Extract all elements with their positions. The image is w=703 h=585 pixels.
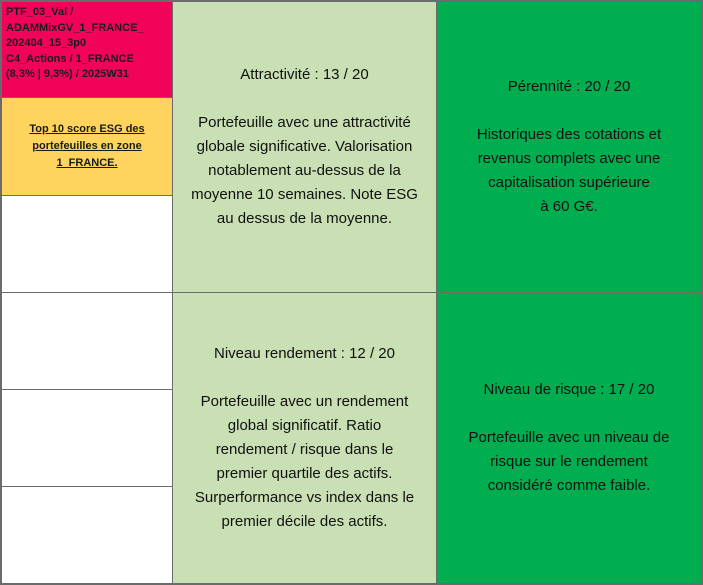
rendement-title: Niveau rendement : 12 / 20 (214, 345, 395, 362)
portfolio-title-line: (8,3% | 9,3%) / 2025W31 (6, 68, 129, 81)
portfolio-title-line: ADAMMixGV_1_FRANCE_ (6, 21, 144, 34)
portfolio-title-line: 202404_15_3p0 (6, 37, 87, 50)
rendement-text: Portefeuille avec un rendement global significatif. Ratio rendement / risque dans le premier quartile des actifs. Surperformance vs index dans le premier décile des actifs. (194, 393, 415, 530)
perennite-title: Pérennité : 20 / 20 (507, 78, 631, 95)
attractivite-text: Portefeuille avec une attractivité globale significative. Valorisation notablement au-dessus de la moyenne 10 semaines. Note ESG au dessus de la moyenne. (191, 114, 418, 227)
blank-cell (1, 389, 173, 487)
portfolio-title-cell (1, 1, 173, 98)
portfolio-title-line: PTF_03_Val / (6, 6, 74, 18)
esg-note-text: Top 10 score ESG des portefeuilles en zone 1_FRANCE. (29, 123, 145, 169)
blank-cell (1, 486, 173, 584)
attractivite-cell (172, 1, 437, 293)
attractivite-title: Attractivité : 13 / 20 (240, 66, 369, 83)
portfolio-title-line: C4_Actions / 1_FRANCE (6, 52, 134, 65)
risque-cell (436, 292, 702, 584)
risque-title: Niveau de risque : 17 / 20 (483, 381, 655, 398)
rendement-cell (172, 292, 437, 584)
blank-cell (1, 292, 173, 390)
blank-cell (1, 195, 173, 293)
esg-note-cell (1, 97, 173, 196)
perennite-text: Historiques des cotations et revenus complets avec une capitalisation supérieure à 60 G€. (476, 126, 662, 215)
risque-text: Portefeuille avec un niveau de risque sur le rendement considéré comme faible. (468, 429, 670, 494)
perennite-cell (436, 1, 702, 293)
